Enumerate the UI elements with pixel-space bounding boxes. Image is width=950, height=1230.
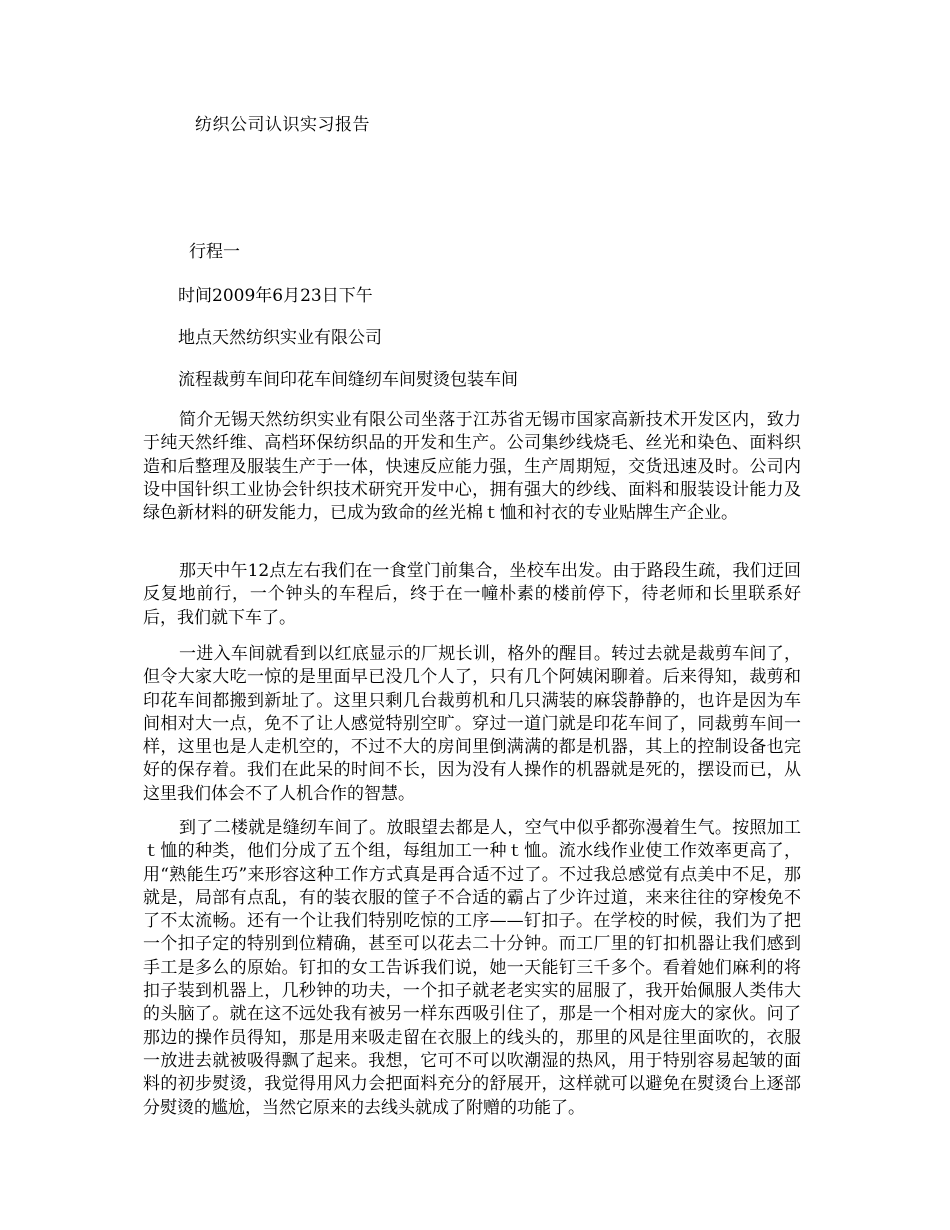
intro-paragraph: 简介无锡天然纺织实业有限公司坐落于江苏省无锡市国家高新技术开发区内，致力于纯天然纤维、高档环保纺织品的开发和生产。公司集纱线烧毛、丝光和染色、面料织造和后整理及服装生产于一体，快速反应能力强，生产周期短，交货迅速及时。公司内设中国针织工业协会针织技术研究开发中心，拥有强大的纱线、面料和服装设计能力及绿色新材料的研发能力，已成为致命的丝光棉ｔ恤和衬衣的专业贴牌生产企业。 <box>143 410 801 524</box>
flow-line: 流程裁剪车间印花车间缝纫车间熨烫包装车间 <box>178 370 518 390</box>
place-line: 地点天然纺织实业有限公司 <box>178 328 382 348</box>
departure-paragraph: 那天中午12点左右我们在一食堂门前集合，坐校车出发。由于路段生疏，我们迂回反复地前行，一个钟头的车程后，终于在一幢朴素的楼前停下，待老师和长里联系好后，我们就下车了。 <box>143 561 801 628</box>
itinerary-heading: 行程一 <box>189 242 240 262</box>
document-title: 纺织公司认识实习报告 <box>195 115 370 135</box>
sewing-workshop-paragraph: 到了二楼就是缝纫车间了。放眼望去都是人，空气中似乎都弥漫着生气。按照加工ｔ恤的种类，他们分成了五个组，每组加工一种ｔ恤。流水线作业使工作效率更高了，用“熟能生巧”来形容这种工作方式真是再合适不过了。不过我总感觉有点美中不足，那就是，局部有点乱，有的装衣服的筐子不合适的霸占了少许过道，来来往往的穿梭免不了不太流畅。还有一个让我们特别吃惊的工序——钉扣子。在学校的时候，我们为了把一个扣子定的特别到位精确，甚至可以花去二十分钟。而工厂里的钉扣机器让我们感到手工是多么的原始。钉扣的女工告诉我们说，她一天能钉三千多个。看着她们麻利的将扣子装到机器上，几秒钟的功夫，一个扣子就老老实实的屈服了，我开始佩服人类伟大的头脑了。就在这不远处我有被另一样东西吸引住了，那是一个相对庞大的家伙。问了那边的操作员得知，那是用来吸走留在衣服上的线头的，那里的风是往里面吹的，衣服一放进去就被吸得飘了起来。我想，它可不可以吹潮湿的热风，用于特别容易起皱的面料的初步熨烫，我觉得用风力会把面料充分的舒展开，这样就可以避免在熨烫台上逐部分熨烫的尴尬，当然它原来的去线头就成了附赠的功能了。 <box>143 818 801 1118</box>
cutting-printing-paragraph: 一进入车间就看到以红底显示的厂规长训，格外的醒目。转过去就是裁剪车间了，但令大家大吃一惊的是里面早已没几个人了，只有几个阿姨闲聊着。后来得知，裁剪和印花车间都搬到新址了。这里只剩几台裁剪机和几只满装的麻袋静静的，也许是因为车间相对大一点，免不了让人感觉特别空旷。穿过一道门就是印花车间了，同裁剪车间一样，这里也是人走机空的，不过不大的房间里倒满满的都是机器，其上的控制设备也完好的保存着。我们在此呆的时间不长，因为没有人操作的机器就是死的，摆设而已，从这里我们体会不了人机合作的智慧。 <box>143 644 801 804</box>
time-line: 时间2009年6月23日下午 <box>178 286 373 306</box>
